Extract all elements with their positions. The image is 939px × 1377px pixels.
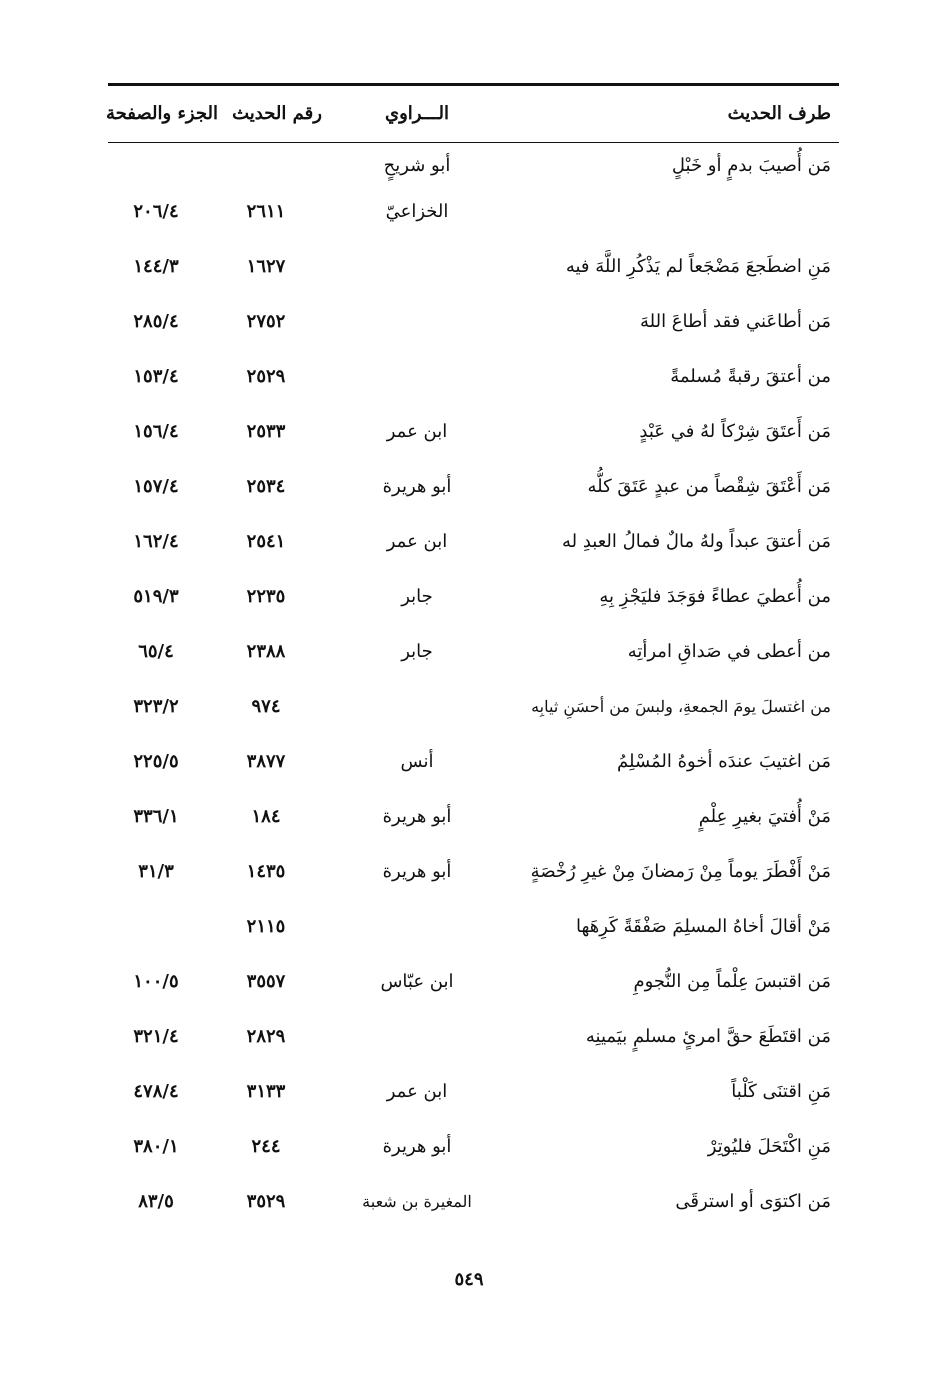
volume-page: ١٥٧/٤ [133,476,179,497]
hadith-number: ٢٥٤١ [246,531,286,552]
volume-page: ١٥٦/٤ [133,421,179,442]
table-row [0,797,939,837]
volume-page: ٨٣/٥ [138,1191,174,1212]
header-page: الجزء والصفحة [106,103,218,124]
hadith-number: ١٦٢٧ [246,256,286,277]
narrator: جابر [401,641,433,662]
volume-page: ٣٢٣/٢ [133,696,179,717]
volume-page: ٣٨٠/١ [133,1136,179,1157]
table-row [0,146,939,236]
volume-page: ٣٣٦/١ [133,806,179,827]
hadith-text: مَن اكتوَى أو استرقَى [675,1191,831,1212]
table-row [0,632,939,672]
volume-page: ٣٢١/٤ [133,1026,179,1047]
narrator: جابر [401,586,433,607]
hadith-number: ٢٢٣٥ [246,586,286,607]
hadith-text: مَنِ اضطَجعَ مَضْجَعاً لم يَذْكُرِ اللَّهَ فيه [565,256,831,277]
hadith-number: ١٨٤ [251,806,281,827]
narrator: المغيرة بن شعبة [362,1192,472,1211]
hadith-text: مَنْ أُفتيَ بغيرِ عِلْمٍ [698,806,831,827]
table-row [0,357,939,397]
hadith-number: ٣٨٧٧ [246,751,286,772]
hadith-text: مَن أطاعَني فقد أطاعَ اللهَ [639,311,831,332]
narrator: ابن عبّاس [380,971,454,992]
volume-page: ١٤٤/٣ [133,256,179,277]
page-number: ٥٤٩ [454,1269,484,1290]
hadith-text: من اغتسلَ يومَ الجمعةِ، ولبسَ من أحسَنِ ثيابِه [531,697,831,716]
hadith-text: مَنِ اقتنَى كَلْباً [731,1081,831,1102]
hadith-number: ٣١٣٣ [246,1081,286,1102]
hadith-number: ٢٥٢٩ [246,366,286,387]
hadith-number: ١٤٣٥ [246,861,286,882]
volume-page: ٢٢٥/٥ [133,751,179,772]
narrator: أبو هريرة [382,476,452,497]
hadith-text: مَنْ أقالَ أخاهُ المسلِمَ صَفْقَةً كَرِهَها [576,916,831,937]
narrator: أبو هريرة [382,806,452,827]
hadith-text: مَنْ أَفْطَرَ يوماً مِنْ رَمضانَ مِنْ غيرِ رُخْصَةٍ [530,861,831,882]
hadith-number: ٣٥٢٩ [246,1191,286,1212]
volume-page: ٢٠٦/٤ [133,201,179,222]
hadith-number: ٢٤٤ [251,1136,281,1157]
table-row [0,962,939,1002]
narrator: ابن عمر [386,421,448,442]
hadith-text: مَن اقتَطَعَ حقَّ امرئٍ مسلمٍ بيَمينِه [585,1026,831,1047]
narrator: أنس [400,751,434,772]
hadith-number: ٢١١٥ [246,916,286,937]
table-row [0,247,939,287]
header-hadith: طرف الحديث [727,103,831,124]
table-row [0,577,939,617]
hadith-text: مَن اقتبسَ عِلْماً مِن النُّجومِ [633,971,831,992]
table-row [0,467,939,507]
header-number: رقم الحديث [232,103,322,124]
hadith-text: مَن أَعتَقَ شِرْكاً لهُ في عَبْدٍ [639,421,831,442]
table-row [0,1017,939,1057]
table-row [0,412,939,452]
narrator-line2: الخزاعيّ [385,201,449,222]
hadith-text: من أعتقَ رقبةً مُسلمةً [670,366,831,387]
narrator: ابن عمر [386,1081,448,1102]
table-row [0,852,939,892]
volume-page: ٤٧٨/٤ [133,1081,179,1102]
table-row [0,1127,939,1167]
hadith-number: ٢٨٢٩ [246,1026,286,1047]
volume-page: ١٦٢/٤ [133,531,179,552]
hadith-number: ٢٥٣٤ [246,476,286,497]
narrator: أبو هريرة [382,1136,452,1157]
narrator: أبو هريرة [382,861,452,882]
volume-page: ٦٥/٤ [138,641,174,662]
table-row [0,1072,939,1112]
hadith-text: من أعطى في صَداقِ امرأتِه [627,641,831,662]
volume-page: ١٥٣/٤ [133,366,179,387]
hadith-number: ٢٧٥٢ [246,311,286,332]
hadith-number: ٩٧٤ [251,696,281,717]
volume-page: ٢٨٥/٤ [133,311,179,332]
table-row [0,687,939,727]
narrator: ابن عمر [386,531,448,552]
table-row [0,522,939,562]
hadith-text: مَن أعتقَ عبداً ولهُ مالٌ فمالُ العبدِ له [562,531,831,552]
hadith-number: ٢٣٨٨ [246,641,286,662]
table-row [0,302,939,342]
table-row [0,742,939,782]
hadith-text: من أُعطيَ عطاءً فوَجَدَ فليَجْزِ بِهِ [599,586,831,607]
hadith-number: ٢٥٣٣ [246,421,286,442]
table-row [0,907,939,947]
table-row [0,1182,939,1222]
volume-page: ٣١/٣ [138,861,174,882]
header-rawi: الـــراوي [384,103,450,124]
volume-page: ١٠٠/٥ [133,971,179,992]
hadith-text: مَن أَعْتَقَ شِقْصاً من عبدٍ عَتَقَ كلُّه [587,476,831,497]
narrator: أبو شريحٍ [383,155,451,176]
hadith-text: مَن أُصيبَ بدمٍ أو خَبْلٍ [671,155,831,176]
hadith-text: مَن اغتيبَ عندَه أخوهُ المُسْلِمُ [617,751,831,772]
hadith-number: ٣٥٥٧ [246,971,286,992]
hadith-number: ٢٦١١ [246,201,286,222]
hadith-text: مَنِ اكْتَحَلَ فليُوتِرْ [707,1136,831,1157]
volume-page: ٥١٩/٣ [133,586,179,607]
